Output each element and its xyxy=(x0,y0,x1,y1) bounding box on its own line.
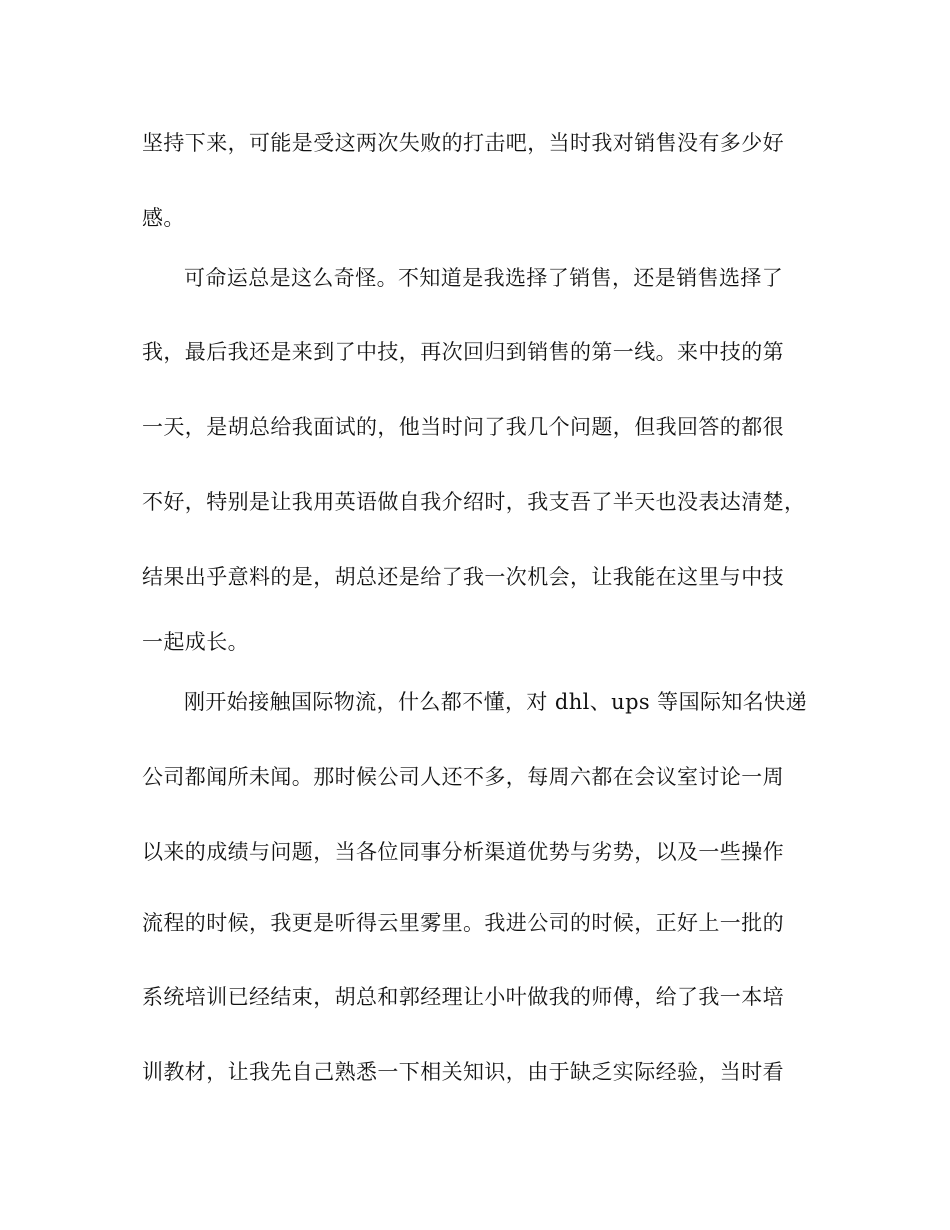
text-line: 不好，特别是让我用英语做自我介绍时，我支吾了半天也没表达清楚， xyxy=(142,490,806,514)
text-line: 流程的时候，我更是听得云里雾里。我进公司的时候，正好上一批的 xyxy=(142,911,784,935)
paragraph-start-line: 可命运总是这么奇怪。不知道是我选择了销售，还是销售选择了 xyxy=(184,266,784,290)
text-line: 结果出乎意料的是，胡总还是给了我一次机会，让我能在这里与中技 xyxy=(142,565,784,589)
text-line: 感。 xyxy=(142,206,185,230)
text-line: 一起成长。 xyxy=(142,630,249,654)
text-line: 以来的成绩与问题，当各位同事分析渠道优势与劣势，以及一些操作 xyxy=(142,840,784,864)
text-line: 系统培训已经结束，胡总和郭经理让小叶做我的师傅，给了我一本培 xyxy=(142,985,784,1009)
text-line: 一天，是胡总给我面试的，他当时问了我几个问题，但我回答的都很 xyxy=(142,415,784,439)
paragraph-start-line: 刚开始接触国际物流，什么都不懂，对 dhl、ups 等国际知名快递 xyxy=(184,690,807,714)
text-line: 坚持下来，可能是受这两次失败的打击吧，当时我对销售没有多少好 xyxy=(142,131,784,155)
text-line: 训教材，让我先自己熟悉一下相关知识，由于缺乏实际经验，当时看 xyxy=(142,1060,784,1084)
text-line: 我，最后我还是来到了中技，再次回归到销售的第一线。来中技的第 xyxy=(142,340,784,364)
text-line: 公司都闻所未闻。那时候公司人还不多，每周六都在会议室讨论一周 xyxy=(142,765,784,789)
